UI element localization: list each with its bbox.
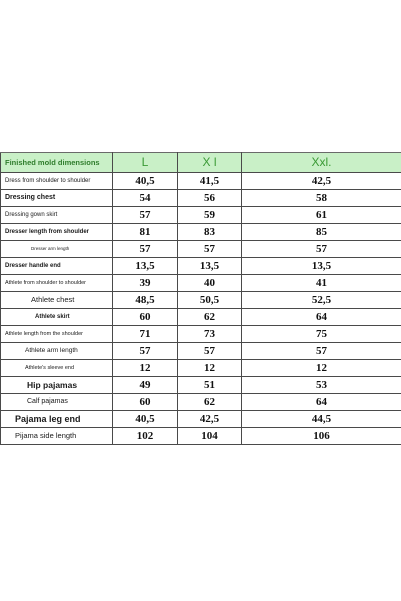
size-xl-header: X l — [178, 153, 242, 173]
value-xl: 50,5 — [178, 292, 242, 309]
size-chart-table — [0, 152, 401, 445]
value-xxl: 12 — [242, 360, 401, 377]
value-l: 81 — [113, 224, 178, 241]
value-xl: 57 — [178, 343, 242, 360]
row-label: Pijama side length — [1, 428, 113, 445]
row-label: Athlete from shoulder to shoulder — [1, 275, 113, 292]
value-xxl: 53 — [242, 377, 401, 394]
value-xl: 73 — [178, 326, 242, 343]
table-header-row — [1, 153, 401, 173]
size-l-header: L — [113, 153, 178, 173]
value-xl: 12 — [178, 360, 242, 377]
value-l: 57 — [113, 343, 178, 360]
value-xxl: 13,5 — [242, 258, 401, 275]
table-row — [1, 292, 401, 309]
value-xl: 62 — [178, 309, 242, 326]
value-xl: 42,5 — [178, 411, 242, 428]
table-row — [1, 309, 401, 326]
table-row — [1, 377, 401, 394]
table-row — [1, 173, 401, 190]
row-label: Dress from shoulder to shoulder — [1, 173, 113, 190]
value-xl: 51 — [178, 377, 242, 394]
value-l: 71 — [113, 326, 178, 343]
value-xxl: 58 — [242, 190, 401, 207]
row-label: Dressing gown skirt — [1, 207, 113, 224]
header-label: Finished mold dimensions — [1, 153, 113, 173]
table-row — [1, 241, 401, 258]
value-l: 57 — [113, 207, 178, 224]
table-row — [1, 411, 401, 428]
value-xl: 104 — [178, 428, 242, 445]
value-xl: 41,5 — [178, 173, 242, 190]
row-label: Athlete length from the shoulder — [1, 326, 113, 343]
table-row — [1, 428, 401, 445]
table-row — [1, 275, 401, 292]
table-row — [1, 224, 401, 241]
size-xxl-header: Xxl. — [242, 153, 401, 173]
value-xxl: 52,5 — [242, 292, 401, 309]
value-xxl: 41 — [242, 275, 401, 292]
table-row — [1, 207, 401, 224]
value-xl: 83 — [178, 224, 242, 241]
value-l: 54 — [113, 190, 178, 207]
value-l: 48,5 — [113, 292, 178, 309]
table-row — [1, 343, 401, 360]
row-label: Dresser handle end — [1, 258, 113, 275]
value-xxl: 64 — [242, 309, 401, 326]
value-xl: 13,5 — [178, 258, 242, 275]
value-xxl: 64 — [242, 394, 401, 411]
row-label: Dresser arm length — [1, 241, 113, 258]
value-xxl: 57 — [242, 343, 401, 360]
value-xxl: 44,5 — [242, 411, 401, 428]
row-label: Pajama leg end — [1, 411, 113, 428]
row-label: Dresser length from shoulder — [1, 224, 113, 241]
table-row — [1, 360, 401, 377]
value-l: 39 — [113, 275, 178, 292]
value-l: 40,5 — [113, 173, 178, 190]
value-l: 60 — [113, 394, 178, 411]
value-l: 102 — [113, 428, 178, 445]
value-xl: 59 — [178, 207, 242, 224]
row-label: Athlete skirt — [1, 309, 113, 326]
table-row — [1, 190, 401, 207]
value-l: 40,5 — [113, 411, 178, 428]
table-row — [1, 326, 401, 343]
value-xl: 56 — [178, 190, 242, 207]
value-l: 13,5 — [113, 258, 178, 275]
value-xl: 62 — [178, 394, 242, 411]
value-l: 60 — [113, 309, 178, 326]
value-xl: 57 — [178, 241, 242, 258]
value-xxl: 85 — [242, 224, 401, 241]
row-label: Athlete arm length — [1, 343, 113, 360]
value-l: 49 — [113, 377, 178, 394]
row-label: Athlete chest — [1, 292, 113, 309]
row-label: Athlete's sleeve end — [1, 360, 113, 377]
value-l: 12 — [113, 360, 178, 377]
table-row — [1, 258, 401, 275]
value-xl: 40 — [178, 275, 242, 292]
value-xxl: 61 — [242, 207, 401, 224]
value-xxl: 42,5 — [242, 173, 401, 190]
value-xxl: 57 — [242, 241, 401, 258]
table-row — [1, 394, 401, 411]
value-xxl: 106 — [242, 428, 401, 445]
value-l: 57 — [113, 241, 178, 258]
value-xxl: 75 — [242, 326, 401, 343]
row-label: Dressing chest — [1, 190, 113, 207]
row-label: Calf pajamas — [1, 394, 113, 411]
row-label: Hip pajamas — [1, 377, 113, 394]
